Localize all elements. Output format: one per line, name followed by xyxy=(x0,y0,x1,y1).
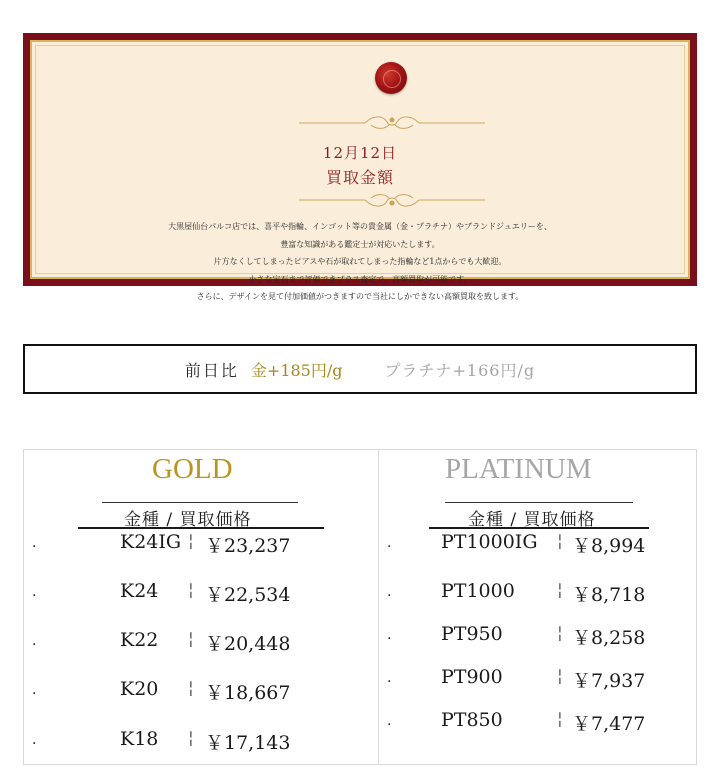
price-row-k24ig xyxy=(24,531,378,557)
price-row-pt850 xyxy=(379,709,696,735)
row-separator: ¦ xyxy=(188,728,194,748)
platinum-change: プラチナ+166円/g xyxy=(384,360,536,380)
platinum-column xyxy=(379,450,696,764)
row-separator: ¦ xyxy=(188,531,194,551)
description-line: 小さな宝石まで評価できプラス査定で、高額買取が可能です。 xyxy=(248,274,472,284)
metal-type: PT850 xyxy=(441,709,503,731)
row-bullet: . xyxy=(32,584,37,600)
row-separator: ¦ xyxy=(188,678,194,698)
price-row-pt1000ig xyxy=(379,531,696,557)
row-separator: ¦ xyxy=(188,629,194,649)
header-panel xyxy=(23,33,697,301)
price-row-pt900 xyxy=(379,666,696,692)
divider xyxy=(78,527,324,529)
row-bullet: . xyxy=(32,535,37,551)
metal-type: K22 xyxy=(120,629,159,651)
platinum-subheader: 金種 / 買取価格 xyxy=(468,510,596,530)
price-row-k24 xyxy=(24,580,378,606)
buy-price: ￥17,143 xyxy=(205,732,291,754)
price-row-k22 xyxy=(24,629,378,655)
row-bullet: . xyxy=(387,670,392,686)
buy-price: ￥7,937 xyxy=(572,670,646,692)
gold-change: 金+185円/g xyxy=(250,360,343,380)
gold-column xyxy=(24,450,379,764)
price-row-k20 xyxy=(24,678,378,704)
row-bullet: . xyxy=(387,713,392,729)
row-bullet: . xyxy=(32,732,37,748)
metal-type: K24IG xyxy=(120,531,182,553)
ornament-divider-icon xyxy=(295,192,489,210)
row-bullet: . xyxy=(32,633,37,649)
header-date: 12月12日 xyxy=(322,144,398,162)
platinum-title: PLATINUM xyxy=(445,453,592,485)
header-description xyxy=(32,218,688,306)
row-separator: ¦ xyxy=(557,531,563,551)
metal-type: PT1000IG xyxy=(441,531,538,553)
buy-price: ￥7,477 xyxy=(572,713,646,735)
row-separator: ¦ xyxy=(188,580,194,600)
divider xyxy=(445,502,633,503)
header-paper xyxy=(30,40,690,301)
price-row-pt1000 xyxy=(379,580,696,606)
header-title: 買取金額 xyxy=(325,168,394,187)
price-row-k18 xyxy=(24,728,378,754)
price-table xyxy=(23,449,697,765)
gold-subheader: 金種 / 買取価格 xyxy=(124,510,252,530)
row-separator: ¦ xyxy=(557,666,563,686)
row-separator: ¦ xyxy=(557,623,563,643)
buy-price: ￥18,667 xyxy=(205,682,291,704)
metal-type: PT950 xyxy=(441,623,503,645)
row-separator: ¦ xyxy=(557,580,563,600)
day-over-day-bar xyxy=(23,344,697,394)
metal-type: K20 xyxy=(120,678,159,700)
metal-type: K24 xyxy=(120,580,159,602)
description-line: 豊富な知識がある鑑定士が対応いたします。 xyxy=(280,239,440,249)
metal-type: PT900 xyxy=(441,666,503,688)
metal-type: PT1000 xyxy=(441,580,515,602)
gold-title: GOLD xyxy=(152,453,233,485)
row-separator: ¦ xyxy=(557,709,563,729)
divider xyxy=(429,527,649,529)
buy-price: ￥22,534 xyxy=(205,584,291,606)
metal-type: K18 xyxy=(120,728,159,750)
compare-label: 前日比 xyxy=(184,360,239,380)
buy-price: ￥8,258 xyxy=(572,627,646,649)
divider xyxy=(102,502,298,503)
buy-price: ￥20,448 xyxy=(205,633,291,655)
description-line: さらに、デザインを見て付加価値がつきますので当社にしかできない高額買取を致します。 xyxy=(196,292,524,301)
buy-price: ￥23,237 xyxy=(205,535,291,557)
description-line: 大黒屋仙台パルコ店では、喜平や指輪、インゴット等の貴金属（金・プラチナ）やブランドジュエリーを、 xyxy=(168,222,552,231)
row-bullet: . xyxy=(32,682,37,698)
row-bullet: . xyxy=(387,535,392,551)
ornament-divider-icon xyxy=(295,113,489,131)
description-line: 片方なくしてしまったピアスや石が取れてしまった指輪など1点からでも大歓迎。 xyxy=(213,257,507,266)
buy-price: ￥8,994 xyxy=(572,535,646,557)
row-bullet: . xyxy=(387,584,392,600)
wax-seal-icon xyxy=(375,62,407,94)
buy-price: ￥8,718 xyxy=(572,584,646,606)
row-bullet: . xyxy=(387,627,392,643)
price-row-pt950 xyxy=(379,623,696,649)
